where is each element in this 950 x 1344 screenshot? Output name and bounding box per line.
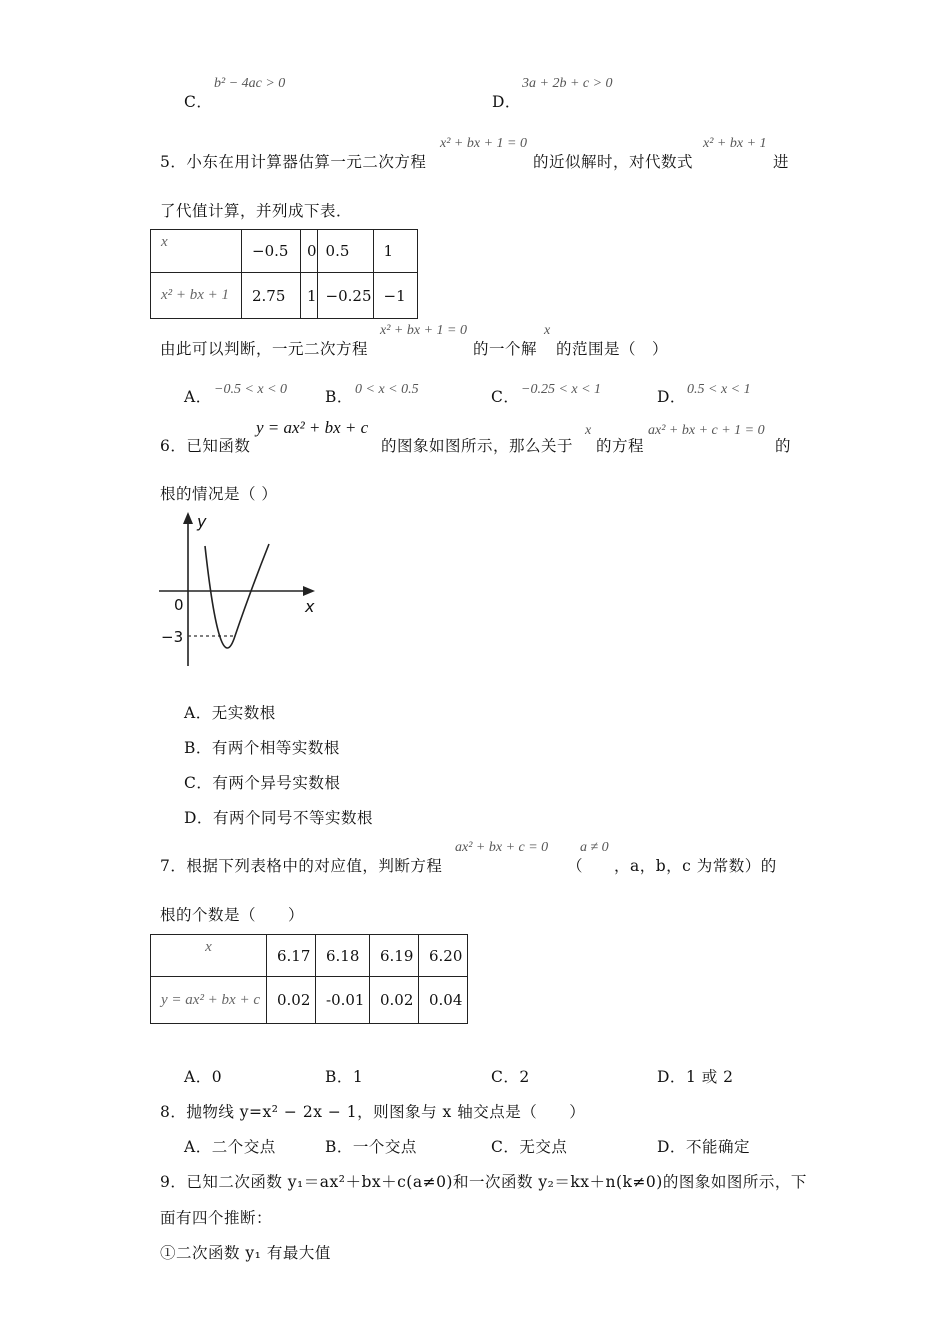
q6-stem-line2: 根的情况是（ ） <box>160 485 278 503</box>
q5-stem-part3: 进 <box>773 153 790 171</box>
min-value-label: −3 <box>161 628 184 646</box>
q5-stem-line2: 了代值计算，并列成下表． <box>160 202 353 220</box>
q5-option-c-label[interactable]: C． <box>491 388 520 406</box>
q6-stem-part3: 的方程 <box>596 437 645 455</box>
q5-ask-var: x <box>544 323 551 338</box>
q7-table-cell: 6.20 <box>419 935 468 977</box>
q5-table-cell: 1 <box>301 273 318 319</box>
x-axis-arrow-icon <box>303 586 315 596</box>
q8-option-label: C． <box>491 1138 520 1156</box>
q7-option-c[interactable] <box>491 1065 530 1087</box>
q8-option-text: 无交点 <box>519 1138 568 1156</box>
q7-option-label: C． <box>491 1068 520 1086</box>
q6-option-label: D． <box>184 809 213 827</box>
q5-table-header-expr: x² + bx + 1 <box>151 273 242 319</box>
q7-option-label: A． <box>184 1068 212 1086</box>
q5-table-cell: 0 <box>301 230 318 273</box>
q8-option-text: 一个交点 <box>352 1138 417 1156</box>
q7-table-cell: 6.19 <box>370 935 419 977</box>
q5-option-a-expr: −0.5 < x < 0 <box>214 382 288 397</box>
q8-option-d[interactable] <box>657 1135 750 1157</box>
q7-table-cell: 6.17 <box>267 935 316 977</box>
q4-option-d-expr: 3a + 2b + c > 0 <box>522 76 613 91</box>
q7-option-label: B． <box>325 1068 353 1086</box>
q6-eq: ax² + bx + c + 1 = 0 <box>648 423 765 438</box>
q5-table-cell: 2.75 <box>242 273 301 319</box>
q5-table-cell: 0.5 <box>317 230 373 273</box>
q7-option-a[interactable] <box>184 1065 222 1087</box>
origin-label: 0 <box>174 596 184 614</box>
q5-table-cell: −1 <box>373 273 417 319</box>
q8-stem: 8．抛物线 y=x² − 2x − 1，则图象与 x 轴交点是（ ） <box>160 1103 586 1121</box>
q5-ask-part3: 的范围是（ ） <box>556 340 669 358</box>
q7-table <box>150 934 468 1024</box>
parabola-curve <box>205 544 269 648</box>
q7-stem-part2: ，a，b，c 为常数）的 <box>614 857 777 875</box>
q6-option-text: 有两个相等实数根 <box>211 739 340 757</box>
q7-option-b[interactable] <box>325 1065 363 1087</box>
q8-option-b[interactable] <box>325 1135 417 1157</box>
q9-stem-line1: 9．已知二次函数 y₁＝ax²＋bx＋c(a≠0)和一次函数 y₂＝kx＋n(k≠0)的图象如图所示，下 <box>160 1173 807 1191</box>
q7-table-header-y: y = ax² + bx + c <box>151 977 267 1024</box>
q8-option-text: 二个交点 <box>211 1138 276 1156</box>
q5-table-cell: −0.25 <box>317 273 373 319</box>
q4-option-c-expr: b² − 4ac > 0 <box>214 76 286 91</box>
q5-table-cell: 1 <box>373 230 417 273</box>
q5-option-a-label[interactable]: A． <box>184 388 212 406</box>
q5-option-d-expr: 0.5 < x < 1 <box>687 382 751 397</box>
x-axis-label: x <box>305 597 315 616</box>
q5-option-c-expr: −0.25 < x < 1 <box>521 382 602 397</box>
q5-table <box>150 229 418 319</box>
q6-stem-part1: 6．已知函数 <box>160 437 251 455</box>
q7-paren-open: （ <box>567 857 584 875</box>
q7-cond: a ≠ 0 <box>580 840 609 855</box>
q7-option-d[interactable] <box>657 1065 734 1087</box>
q6-func: y = ax² + bx + c <box>256 418 369 437</box>
q7-option-label: D． <box>657 1068 686 1086</box>
q8-option-label: A． <box>184 1138 212 1156</box>
q8-option-a[interactable] <box>184 1135 276 1157</box>
q5-table-cell: −0.5 <box>242 230 301 273</box>
q6-stem-part4: 的 <box>775 437 792 455</box>
q9-item1: ①二次函数 y₁ 有最大值 <box>160 1244 331 1262</box>
q7-stem-part1: 7．根据下列表格中的对应值，判断方程 <box>160 857 443 875</box>
q6-option-text: 无实数根 <box>211 704 276 722</box>
q7-eq: ax² + bx + c = 0 <box>455 840 549 855</box>
q7-option-text: 1 或 2 <box>685 1068 734 1086</box>
q7-option-text: 1 <box>352 1068 364 1086</box>
q5-table-header-x: x <box>151 230 242 273</box>
q8-option-text: 不能确定 <box>685 1138 750 1156</box>
q6-option-c[interactable] <box>184 771 340 793</box>
q9-stem-line2: 面有四个推断： <box>160 1209 273 1227</box>
q7-table-cell: 0.02 <box>267 977 316 1024</box>
y-axis-label: y <box>197 512 207 531</box>
q7-table-row-y <box>151 977 468 1024</box>
q4-option-c-label: C． <box>184 93 213 111</box>
q5-ask-part2: 的一个解 <box>473 340 538 358</box>
q7-table-header-x: x <box>151 935 267 977</box>
q7-stem-line2: 根的个数是（ ） <box>160 906 305 924</box>
q5-stem-part2: 的近似解时，对代数式 <box>533 153 694 171</box>
q7-table-cell: 0.04 <box>419 977 468 1024</box>
q7-option-text: 2 <box>519 1068 530 1086</box>
q4-option-d-label: D． <box>492 93 521 111</box>
q6-option-label: C． <box>184 774 213 792</box>
q8-option-label: D． <box>657 1138 686 1156</box>
q8-option-label: B． <box>325 1138 353 1156</box>
q6-option-a[interactable] <box>184 701 276 723</box>
q7-table-cell: 0.02 <box>370 977 419 1024</box>
q6-option-b[interactable] <box>184 736 340 758</box>
q5-option-b-expr: 0 < x < 0.5 <box>355 382 419 397</box>
q7-option-text: 0 <box>211 1068 223 1086</box>
q5-option-d-label[interactable]: D． <box>657 388 686 406</box>
q6-stem-part2: 的图象如图所示，那么关于 <box>381 437 574 455</box>
q6-option-label: B． <box>184 739 212 757</box>
q5-stem-part1: 5．小东在用计算器估算一元二次方程 <box>160 153 427 171</box>
q6-option-d[interactable] <box>184 806 373 828</box>
q6-var: x <box>585 423 592 438</box>
q6-parabola-graph <box>155 508 325 668</box>
q5-option-b-label[interactable]: B． <box>325 388 353 406</box>
q5-expr: x² + bx + 1 <box>703 136 767 151</box>
y-axis-arrow-icon <box>183 512 193 524</box>
q5-ask-eq: x² + bx + 1 = 0 <box>380 323 467 338</box>
q7-table-cell: -0.01 <box>316 977 370 1024</box>
q5-table-row-x <box>151 230 418 273</box>
q5-table-row-value <box>151 273 418 319</box>
q5-eq: x² + bx + 1 = 0 <box>440 136 527 151</box>
q6-option-label: A． <box>184 704 212 722</box>
q6-option-text: 有两个同号不等实数根 <box>212 809 373 827</box>
q7-table-row-x <box>151 935 468 977</box>
q5-ask-part1: 由此可以判断，一元二次方程 <box>160 340 369 358</box>
q7-table-cell: 6.18 <box>316 935 370 977</box>
q6-option-text: 有两个异号实数根 <box>212 774 341 792</box>
q8-option-c[interactable] <box>491 1135 567 1157</box>
